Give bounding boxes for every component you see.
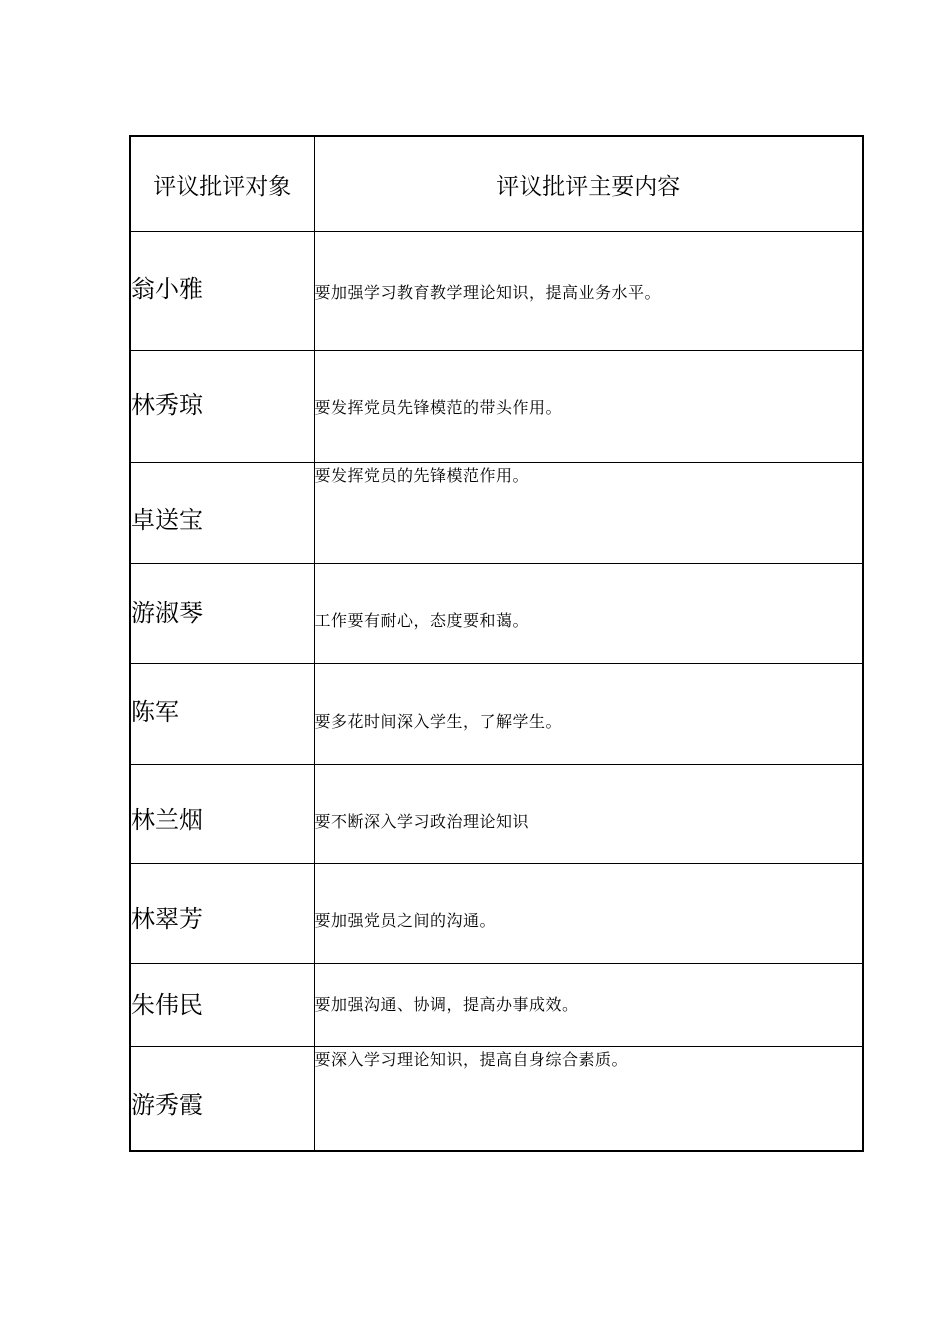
- row-content: 要加强沟通、协调，提高办事成效。: [314, 964, 863, 1047]
- row-name: 翁小雅: [130, 232, 314, 351]
- row-name: 林兰烟: [130, 765, 314, 864]
- table-row: [130, 351, 863, 463]
- table-row: [130, 964, 863, 1047]
- row-content: 要发挥党员的先锋模范作用。: [314, 463, 863, 564]
- row-content: 要加强学习教育教学理论知识，提高业务水平。: [314, 232, 863, 351]
- row-content: 要加强党员之间的沟通。: [314, 864, 863, 964]
- row-name: 游秀霞: [130, 1047, 314, 1151]
- row-content: 要不断深入学习政治理论知识: [314, 765, 863, 864]
- row-content: 要多花时间深入学生，了解学生。: [314, 664, 863, 765]
- row-name: 游淑琴: [130, 564, 314, 664]
- table-row: [130, 564, 863, 664]
- table-row: [130, 864, 863, 964]
- row-name: 卓送宝: [130, 463, 314, 564]
- header-content: 评议批评主要内容: [314, 136, 863, 232]
- table-row: [130, 232, 863, 351]
- header-subject: 评议批评对象: [130, 136, 314, 232]
- row-name: 林秀琼: [130, 351, 314, 463]
- table-row: [130, 1047, 863, 1151]
- review-table: [129, 135, 864, 1152]
- row-content: 工作要有耐心，态度要和蔼。: [314, 564, 863, 664]
- table-row: [130, 664, 863, 765]
- table-row: [130, 463, 863, 564]
- row-content: 要发挥党员先锋模范的带头作用。: [314, 351, 863, 463]
- row-name: 陈军: [130, 664, 314, 765]
- row-name: 朱伟民: [130, 964, 314, 1047]
- table-row: [130, 765, 863, 864]
- table-header-row: [130, 136, 863, 232]
- row-name: 林翠芳: [130, 864, 314, 964]
- row-content: 要深入学习理论知识，提高自身综合素质。: [314, 1047, 863, 1151]
